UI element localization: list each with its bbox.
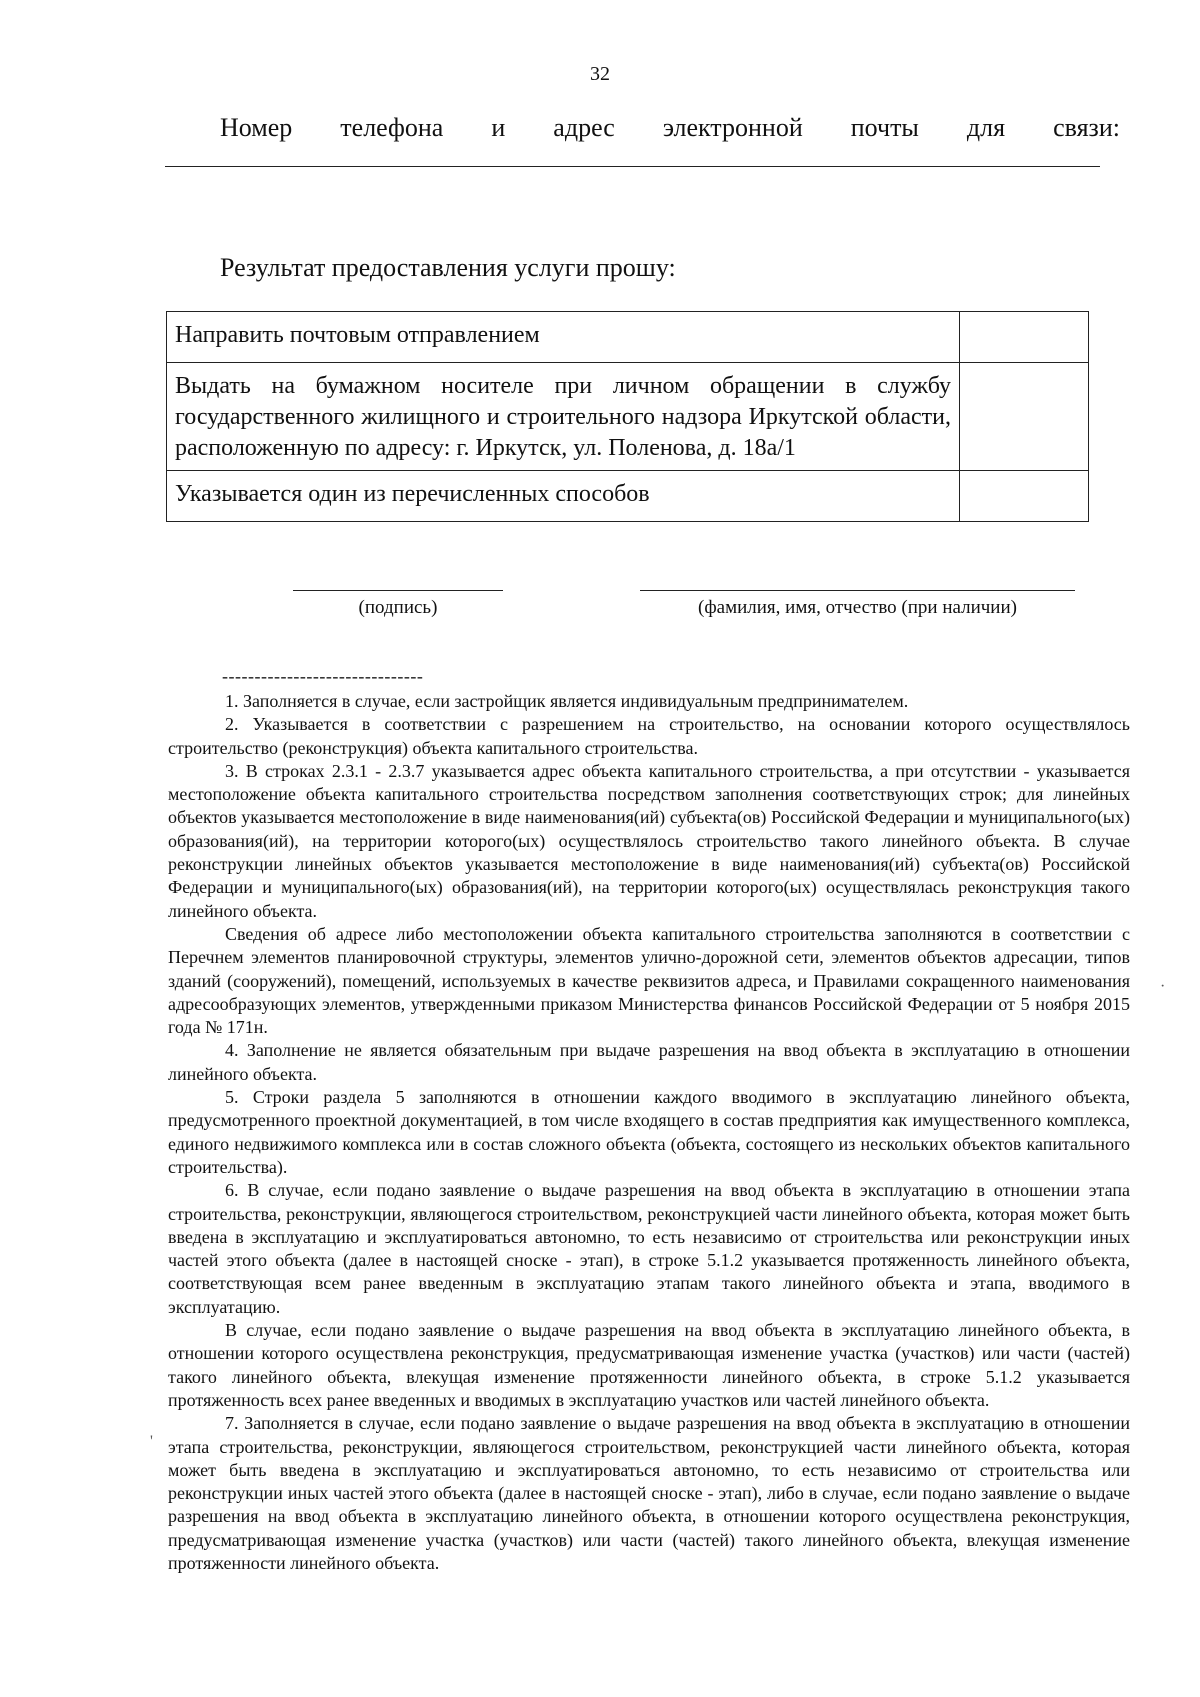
delivery-option-text: Указывается один из перечисленных способов	[167, 471, 960, 522]
contact-word: связи:	[1053, 113, 1120, 142]
delivery-option-text: Выдать на бумажном носителе при личном обращении в службу государственного жилищного и строительного надзора Иркутской области, расположенную по адресу: г. Иркутск, ул. Поленова, д. 18а/1	[167, 363, 960, 471]
delivery-option-text: Направить почтовым отправлением	[167, 312, 960, 363]
scan-speck: '	[150, 1433, 153, 1450]
contact-word: телефона	[340, 113, 444, 142]
footnote-paragraph: 7. Заполняется в случае, если подано заявление о выдаче разрешения на ввод объекта в эксплуатацию в отношении этапа строительства, реконструкции, являющегося строительством, реконструкцией части линейного объекта, которая может быть введена в эксплуатацию и эксплуатироваться автономно, то есть независимо от строительства или реконструкции иных частей этого объекта (далее в настоящей сноске - этап), либо в случае, если подано заявление о выдаче разрешения на ввод объекта в эксплуатацию линейного объекта, в отношении которого осуществлена реконструкция, предусматривающая изменение участка (участков) или части (частей) такого линейного объекта, влекущая изменение протяженности линейного объекта.	[168, 1413, 1130, 1573]
signature-line	[293, 590, 503, 591]
delivery-options-table	[166, 311, 1089, 522]
footnotes	[168, 690, 1130, 1575]
contact-word: и	[491, 113, 506, 142]
contact-word: адрес	[553, 113, 615, 142]
full-name-caption: (фамилия, имя, отчество (при наличии)	[698, 597, 1017, 618]
delivery-option-checkbox-cell[interactable]	[960, 363, 1089, 471]
result-heading: Результат предоставления услуги прошу:	[220, 253, 676, 282]
delivery-option-checkbox-cell[interactable]	[960, 471, 1089, 522]
delivery-option-row	[167, 312, 1089, 363]
delivery-option-row	[167, 471, 1089, 522]
full-name-line	[640, 590, 1075, 591]
footnote-paragraph: 4. Заполнение не является обязательным при выдаче разрешения на ввод объекта в эксплуатацию в отношении линейного объекта.	[168, 1040, 1130, 1084]
contact-label	[220, 113, 1120, 143]
contact-word: Номер	[220, 113, 293, 142]
page-number: 32	[590, 63, 610, 85]
footnote-paragraph: 6. В случае, если подано заявление о выдаче разрешения на ввод объекта в эксплуатацию в отношении этапа строительства, реконструкции, являющегося строительством, реконструкцией части линейного объекта, которая может быть введена в эксплуатацию и эксплуатироваться автономно, то есть независимо от строительства или реконструкции иных частей этого объекта (далее в настоящей сноске - этап), в строке 5.1.2 указывается протяженность линейного объекта, соответствующая всем ранее введенным в эксплуатацию этапам такого линейного объекта и этапа, вводимого в эксплуатацию.	[168, 1180, 1130, 1317]
contact-word: для	[966, 113, 1006, 142]
footnote-paragraph: 2. Указывается в соответствии с разрешением на строительство, на основании которого осуществлялось строительство (реконструкция) объекта капитального строительства.	[168, 714, 1130, 758]
contact-word: почты	[850, 113, 919, 142]
footnote-paragraph: 3. В строках 2.3.1 - 2.3.7 указывается адрес объекта капитального строительства, а при отсутствии - указывается местоположение объекта капитального строительства посредством заполнения соответствующих строк; для линейных объектов указывается местоположение в виде наименования(ий) субъекта(ов) Российской Федерации и муниципального(ых) образования(ий), на территории которого(ых) осуществлялось строительство такого линейного объекта. В случае реконструкции линейных объектов указывается местоположение в виде наименования(ий) субъекта(ов) Российской Федерации и муниципального(ых) образования(ий), на территории которого(ых) осуществлялась реконструкция такого линейного объекта.	[168, 760, 1130, 921]
footnote-paragraph: 5. Строки раздела 5 заполняются в отношении каждого вводимого в эксплуатацию линейного объекта, предусмотренного проектной документацией, в том числе входящего в состав предприятия как имущественного комплекса, единого недвижимого комплекса или в состав сложного объекта (объекта, состоящего из нескольких объектов капитального строительства).	[168, 1087, 1130, 1177]
signature-caption: (подпись)	[358, 597, 438, 618]
footnote-paragraph: Сведения об адресе либо местоположении объекта капитального строительства заполняются в соответствии с Перечнем элементов планировочной структуры, элементов улично-дорожной сети, элементов объектов адресации, типов зданий (сооружений), помещений, используемых в качестве реквизитов адреса, и Правилами сокращенного наименования адресообразующих элементов, утвержденными приказом Министерства финансов Российской Федерации от 5 ноября 2015 года № 171н.	[168, 923, 1130, 1038]
footnote-separator: -------------------------------	[222, 666, 424, 686]
footnote-paragraph: В случае, если подано заявление о выдаче разрешения на ввод объекта в эксплуатацию линейного объекта, в отношении которого осуществлена реконструкция, предусматривающая изменение участка (участков) или части (частей) такого линейного объекта, влекущая изменение протяженности линейного объекта, в строке 5.1.2 указывается протяженность всех ранее введенных и вводимых в эксплуатацию участков или частей линейного объекта.	[168, 1320, 1130, 1410]
scan-speck: ·	[1160, 978, 1166, 995]
delivery-option-row	[167, 363, 1089, 471]
footnote-paragraph: 1. Заполняется в случае, если застройщик является индивидуальным предпринимателем.	[225, 691, 909, 711]
contact-fill-line	[165, 166, 1100, 167]
delivery-option-checkbox-cell[interactable]	[960, 312, 1089, 363]
contact-word: электронной	[662, 113, 803, 142]
